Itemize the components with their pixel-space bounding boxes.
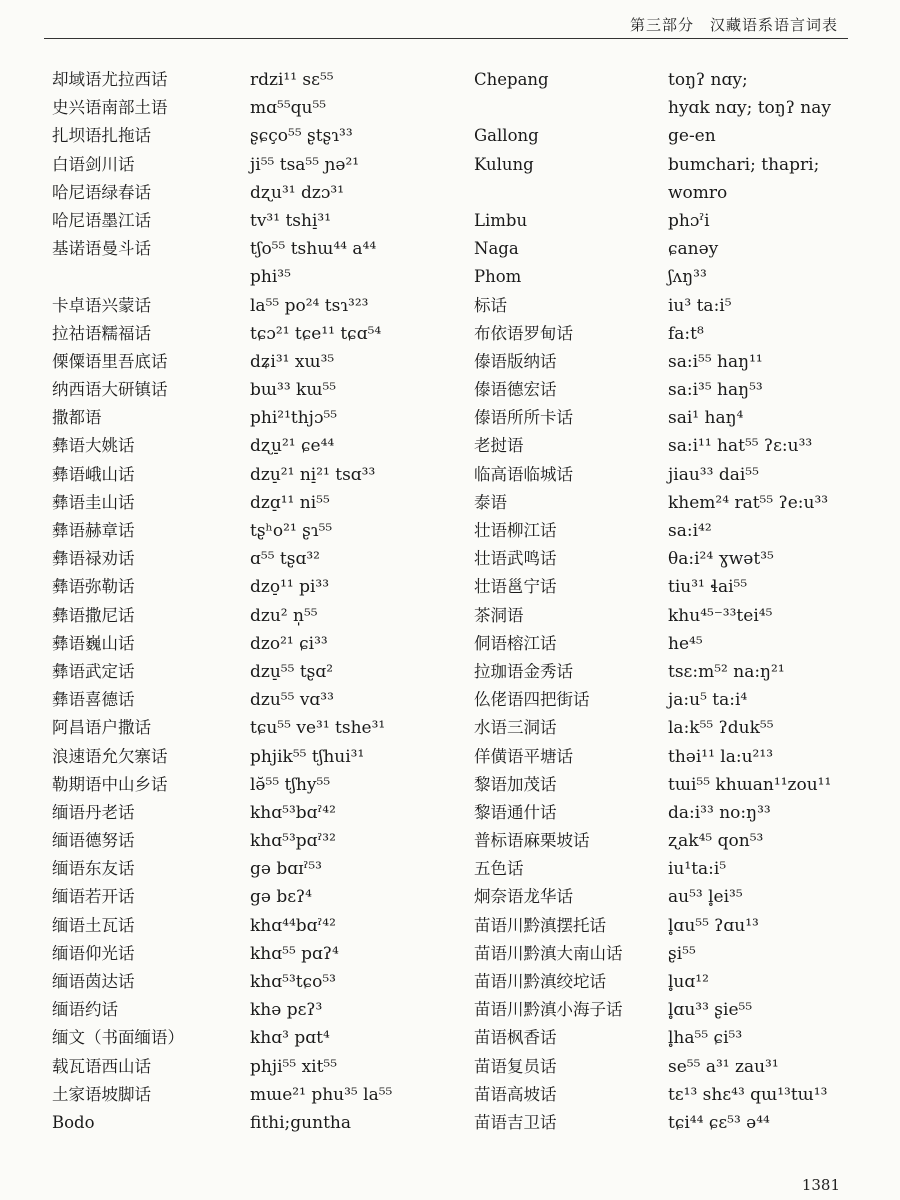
language-name [474, 94, 664, 122]
language-name: 却域语尤拉西话 [52, 70, 168, 89]
language-name: 阿昌语户撒话 [52, 718, 151, 738]
phonetic-form: sa:i¹¹ hat⁵⁵ ʔɛ:u³³ [668, 436, 813, 457]
language-name: 缅语德努话 [52, 831, 135, 851]
phonetic-form: tv³¹ tshi̠³¹ [250, 210, 332, 231]
language-name: 苗语川黔滇绞坨话 [474, 972, 606, 991]
language-name: 苗语川黔滇小海子话 [474, 1000, 623, 1020]
language-name: 缅语约话 [52, 1000, 118, 1020]
phonetic-form: ja:u⁵ ta:i⁴ [668, 690, 748, 711]
language-name: 缅语东友话 [52, 859, 135, 879]
language-name: 勒期语中山乡话 [52, 774, 168, 794]
phonetic-form: θa:i²⁴ ɣwət³⁵ [668, 549, 774, 570]
phonetic-form: phji⁵⁵ xit⁵⁵ [250, 1056, 338, 1077]
phonetic-form: da:i³³ no:ŋ³³ [668, 802, 771, 823]
language-name: 傣语德宏话 [474, 380, 557, 400]
language-name: 佯僙语平塘话 [474, 746, 573, 766]
language-name: 扎坝语扎拖话 [52, 126, 151, 146]
phonetic-form: sa:i⁴² [668, 521, 712, 541]
language-name: 标话 [474, 295, 507, 315]
language-name: 普标语麻栗坡话 [474, 831, 590, 851]
left-names-column [52, 66, 242, 1137]
phonetic-form: dzɑ̠¹¹ ni⁵⁵ [250, 492, 330, 513]
phonetic-form: dzo²¹ ɕi³³ [250, 633, 328, 654]
language-name: 缅文（书面缅语） [52, 1028, 184, 1048]
phonetic-form: dzu̠⁵⁵ tʂɑ² [250, 661, 334, 682]
language-name: 侗语榕江话 [474, 633, 557, 653]
phonetic-form: phɔˀi [668, 210, 710, 231]
phonetic-form: se⁵⁵ a³¹ zau³¹ [668, 1056, 779, 1077]
language-name: 土家语坡脚话 [52, 1084, 151, 1104]
language-name: 基诺语曼斗话 [52, 239, 151, 259]
language-name: Phom [474, 267, 522, 287]
phonetic-form: thəi¹¹ la:u²¹³ [668, 746, 774, 767]
language-name: 撒都语 [52, 408, 102, 428]
phonetic-form: dʐu³¹ dzɔ³¹ [250, 182, 345, 203]
language-name: 缅语若开话 [52, 887, 135, 907]
language-name: 彝语大姚话 [52, 436, 135, 456]
phonetic-form: l̥uɑ¹² [668, 972, 709, 992]
phonetic-form: dzu̠²¹ ni̠²¹ tsɑ³³ [250, 464, 376, 485]
phonetic-form: gə bɑɪˀ⁵³ [250, 859, 322, 880]
phonetic-form: khɑ⁵³pɑˀ³² [250, 831, 336, 852]
language-name: 老挝语 [474, 436, 524, 456]
phonetic-form: l̥ɑu³³ ʂie⁵⁵ [668, 1000, 753, 1021]
phonetic-form: toŋʔ nɑy; [668, 70, 748, 90]
language-name: 仫佬语四把街话 [474, 690, 590, 710]
language-name: 五色话 [474, 859, 524, 879]
language-name: 苗语枫香话 [474, 1028, 557, 1048]
language-name: 彝语弥勒话 [52, 577, 135, 597]
phonetic-form: tɛ¹³ shɛ⁴³ qɯ¹³tɯ¹³ [668, 1084, 828, 1105]
phonetic-form: ɑ⁵⁵ tʂɑ³² [250, 549, 320, 570]
language-name: Chepang [474, 70, 549, 89]
phonetic-form: khɑ⁵³bɑˀ⁴² [250, 802, 336, 823]
right-forms-column [668, 66, 868, 1137]
phonetic-form: phi²¹thjɔ⁵⁵ [250, 408, 338, 429]
phonetic-form: iu³ ta:i⁵ [668, 295, 732, 316]
language-name: 苗语吉卫话 [474, 1112, 557, 1132]
phonetic-form: khə pɛʔ³ [250, 1000, 323, 1021]
phonetic-form: tɕɔ²¹ tɕe¹¹ tɕɑ⁵⁴ [250, 323, 382, 344]
language-name: 壮语柳江话 [474, 521, 557, 540]
phonetic-form: tɕu⁵⁵ ve³¹ tshe³¹ [250, 718, 386, 739]
language-name: 哈尼语绿春话 [52, 182, 151, 202]
language-name: Gallong [474, 126, 539, 146]
phonetic-form: tɯi⁵⁵ khɯan¹¹zou¹¹ [668, 774, 832, 795]
phonetic-form: mɑ⁵⁵qu⁵⁵ [250, 98, 327, 119]
phonetic-form: ɕanəy [668, 239, 719, 260]
phonetic-form: sa:i³⁵ haŋ⁵³ [668, 380, 763, 401]
phonetic-form: tʃo⁵⁵ tshɯ⁴⁴ a⁴⁴ [250, 239, 377, 260]
language-name: 缅语丹老话 [52, 802, 135, 822]
language-name: Limbu [474, 210, 528, 230]
language-name: 布依语罗甸话 [474, 323, 573, 343]
language-name: 彝语武定话 [52, 661, 135, 681]
language-name: 茶洞语 [474, 605, 524, 625]
phonetic-form: ji⁵⁵ tsa⁵⁵ ɲə²¹ [250, 154, 360, 175]
language-name: Naga [474, 239, 519, 259]
phonetic-form: dzo̠¹¹ pi³³ [250, 577, 330, 598]
language-name [52, 263, 242, 291]
phonetic-form: bɯ³³ kɯ⁵⁵ [250, 380, 337, 401]
language-name: 苗语川黔滇摆托话 [474, 915, 606, 935]
language-name: 载瓦语西山话 [52, 1056, 151, 1076]
language-name: 临高语临城话 [474, 464, 573, 484]
language-name: 苗语川黔滇大南山话 [474, 943, 623, 963]
phonetic-form: gə bɛʔ⁴ [250, 887, 312, 908]
language-name: 缅语土瓦话 [52, 915, 135, 935]
language-name: 傣语版纳话 [474, 351, 557, 371]
language-name: 缅语茵达话 [52, 972, 135, 991]
language-name: 水语三洞话 [474, 718, 557, 738]
language-name: 傈僳语里吾底话 [52, 351, 168, 371]
left-forms-column [250, 66, 455, 1137]
phonetic-form: ʐak⁴⁵ qon⁵³ [668, 831, 764, 852]
language-name: 彝语喜德话 [52, 690, 135, 710]
phonetic-form: dzu⁵⁵ vɑ³³ [250, 690, 334, 711]
phonetic-form: ʂi⁵⁵ [668, 943, 696, 964]
phonetic-form: lə̆⁵⁵ tʃhy⁵⁵ [250, 774, 331, 795]
phonetic-form: khɑ³ pɑt⁴ [250, 1028, 330, 1049]
phonetic-form: fa:t⁸ [668, 323, 704, 344]
right-names-column [474, 66, 664, 1137]
phonetic-form: tɕi⁴⁴ ɕɛ⁵³ ə⁴⁴ [668, 1112, 770, 1133]
phonetic-form: dzu² n̩⁵⁵ [250, 605, 318, 626]
phonetic-form: sai¹ haŋ⁴ [668, 408, 744, 429]
language-name: 纳西语大研镇话 [52, 380, 168, 400]
language-name: 壮语武鸣话 [474, 549, 557, 569]
phonetic-form: sa:i⁵⁵ haŋ¹¹ [668, 351, 763, 372]
phonetic-form: l̥ha⁵⁵ ɕi⁵³ [668, 1028, 743, 1049]
language-name: 拉祜语糯福话 [52, 323, 151, 343]
phonetic-form: tiu³¹ ɬai⁵⁵ [668, 577, 748, 598]
phonetic-form: khem²⁴ rat⁵⁵ ʔe:u³³ [668, 492, 829, 513]
language-name: 彝语撒尼话 [52, 605, 135, 625]
language-name: 彝语赫章话 [52, 521, 135, 540]
phonetic-form: tsɛ:m⁵² na:ŋ²¹ [668, 661, 785, 682]
language-name [474, 179, 664, 207]
language-name: 苗语高坡话 [474, 1084, 557, 1104]
phonetic-form: womro [668, 182, 728, 203]
page-number: 1381 [801, 1176, 840, 1194]
phonetic-form: hyɑk nɑy; toŋʔ nay [668, 98, 831, 119]
phonetic-form: dʐu̠²¹ ɕe⁴⁴ [250, 436, 335, 457]
language-name: 缅语仰光话 [52, 943, 135, 963]
language-name: 卡卓语兴蒙话 [52, 295, 151, 315]
phonetic-form: rdzi¹¹ sɛ⁵⁵ [250, 70, 334, 90]
phonetic-form: ʂɕço⁵⁵ ʂtʂɿ³³ [250, 126, 353, 147]
running-header: 第三部分 汉藏语系语言词表 [629, 16, 838, 34]
language-name: 哈尼语墨江话 [52, 210, 151, 230]
phonetic-form: khɑ⁵⁵ pɑʔ⁴ [250, 943, 339, 964]
language-name: 炯奈语龙华话 [474, 887, 573, 907]
phonetic-form: jiau³³ dai⁵⁵ [668, 464, 759, 485]
phonetic-form: khu⁴⁵⁻³³tei⁴⁵ [668, 605, 773, 626]
phonetic-form: dʑi³¹ xɯ³⁵ [250, 351, 335, 372]
phonetic-form: fithi;guntha [250, 1112, 351, 1133]
language-name: 浪速语允欠寨话 [52, 746, 168, 766]
phonetic-form: khɑ⁴⁴bɑˀ⁴² [250, 915, 336, 936]
phonetic-form: l̥ɑu⁵⁵ ʔɑu¹³ [668, 915, 759, 936]
phonetic-form: khɑ⁵³tɕo⁵³ [250, 972, 336, 992]
language-name: 傣语所所卡话 [474, 408, 573, 428]
language-name: 泰语 [474, 492, 507, 512]
phonetic-form: au⁵³ l̥ei³⁵ [668, 887, 743, 908]
language-name: 苗语复员话 [474, 1056, 557, 1076]
phonetic-form: ʃʌŋ³³ [668, 267, 707, 288]
language-name: Kulung [474, 154, 534, 174]
header-rule [44, 38, 848, 39]
language-name: 彝语圭山话 [52, 492, 135, 512]
phonetic-form: la:k⁵⁵ ʔduk⁵⁵ [668, 718, 774, 739]
language-name: 拉珈语金秀话 [474, 661, 573, 681]
language-name: 黎语加茂话 [474, 774, 557, 794]
phonetic-form: he⁴⁵ [668, 633, 703, 654]
phonetic-form: la⁵⁵ po²⁴ tsɿ³²³ [250, 295, 369, 316]
language-name: 彝语峨山话 [52, 464, 135, 484]
language-name: 黎语通什话 [474, 802, 557, 822]
phonetic-form: phi³⁵ [250, 267, 291, 288]
language-name: 彝语巍山话 [52, 633, 135, 653]
language-name: 史兴语南部土语 [52, 98, 168, 118]
phonetic-form: tʂʰo²¹ ʂɿ⁵⁵ [250, 521, 333, 541]
language-name: 白语剑川话 [52, 154, 135, 174]
language-name: 壮语邕宁话 [474, 577, 557, 597]
phonetic-form: ge-en [668, 126, 716, 147]
language-name: 彝语禄劝话 [52, 549, 135, 569]
phonetic-form: iu¹ta:i⁵ [668, 859, 727, 880]
phonetic-form: mɯe²¹ phu³⁵ la⁵⁵ [250, 1084, 393, 1105]
phonetic-form: phjik⁵⁵ tʃhui³¹ [250, 746, 365, 767]
language-name: Bodo [52, 1112, 95, 1132]
phonetic-form: bumchari; thapri; [668, 154, 820, 175]
